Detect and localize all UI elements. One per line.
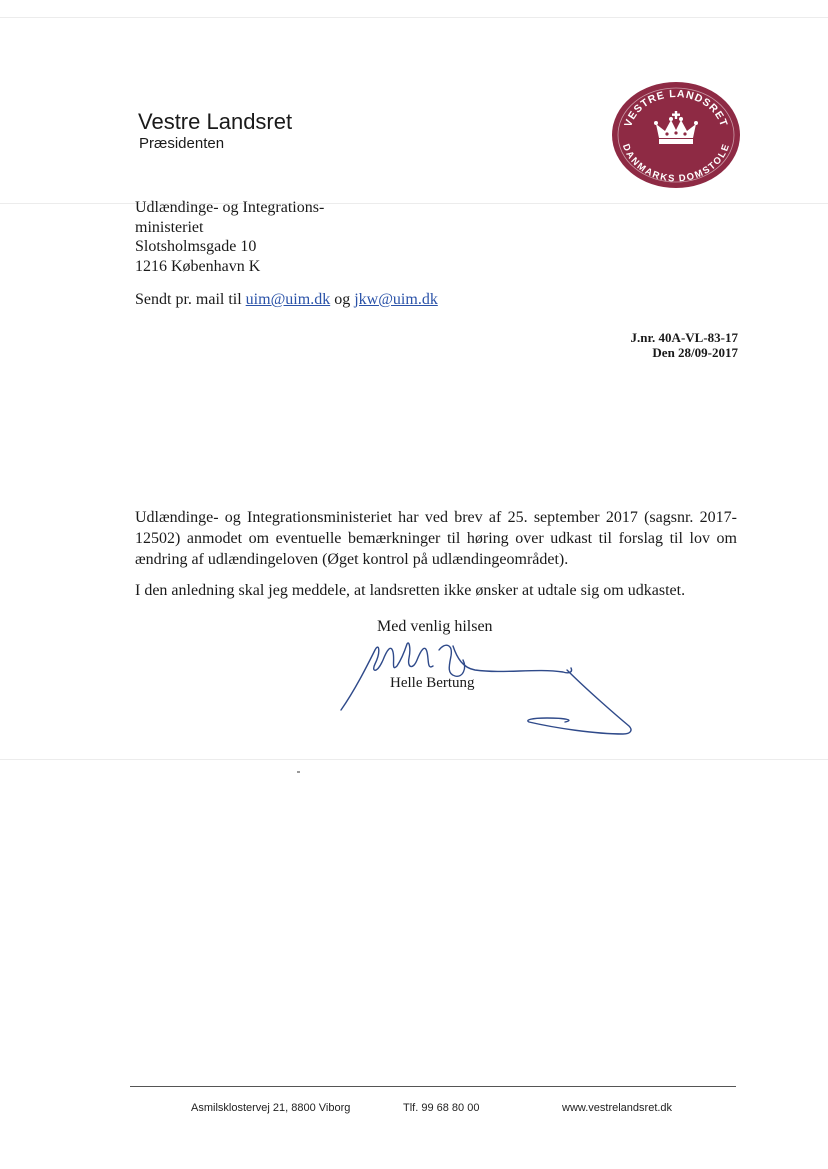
footer-website[interactable]: www.vestrelandsret.dk [562,1102,673,1114]
sent-by-mail-line [135,290,438,310]
email-link-uim[interactable]: uim@uim.dk [245,291,331,308]
svg-text:DANMARKS DOMSTOLE: DANMARKS DOMSTOLE [619,142,733,185]
body-paragraph-2: I den anledning skal jeg meddele, at landsretten ikke ønsker at udtale sig om udkastet. [135,582,686,599]
organization-subtitle: Præsidenten [139,135,225,152]
scan-artifact-line [0,759,828,760]
journal-number: J.nr. 40A-VL-83-17 [630,330,738,345]
scan-artifact-line [0,17,828,18]
address-line: Slotsholmsgade 10 [135,238,257,255]
sent-prefix: Sendt pr. mail til [135,291,246,308]
closing-greeting: Med venlig hilsen [377,618,493,635]
address-line: 1216 København K [135,257,261,275]
body-paragraph-1: Udlændinge- og Integrationsministeriet har ved brev af 25. september 2017 (sagsnr. 2017-12502) anmodet om eventuelle bemærkninger til høring over udkast til forslag til lov om ændring af udlændingeloven (Øget kontrol på udlændingeområdet). [135,509,737,568]
reference-block [631,330,739,360]
footer-phone: Tlf. 99 68 80 00 [403,1102,480,1114]
footer-divider [130,1086,736,1087]
letter-date: Den 28/09-2017 [652,345,738,360]
footer-address: Asmilsklostervej 21, 8800 Viborg [191,1102,351,1114]
email-link-jkw[interactable]: jkw@uim.dk [354,291,438,308]
address-line: ministeriet [135,218,204,236]
svg-text:VESTRE LANDSRET: VESTRE LANDSRET [622,87,730,129]
address-line: Udlændinge- og Integrations- [135,199,325,216]
recipient-address [135,198,324,276]
signer-name: Helle Bertung [390,675,475,691]
scan-artifact-line [0,203,828,204]
sent-connector: og [330,291,355,308]
organization-name: Vestre Landsret [138,109,293,134]
handwritten-signature [335,630,645,745]
court-seal-logo [610,80,742,190]
scan-speck [297,771,300,773]
